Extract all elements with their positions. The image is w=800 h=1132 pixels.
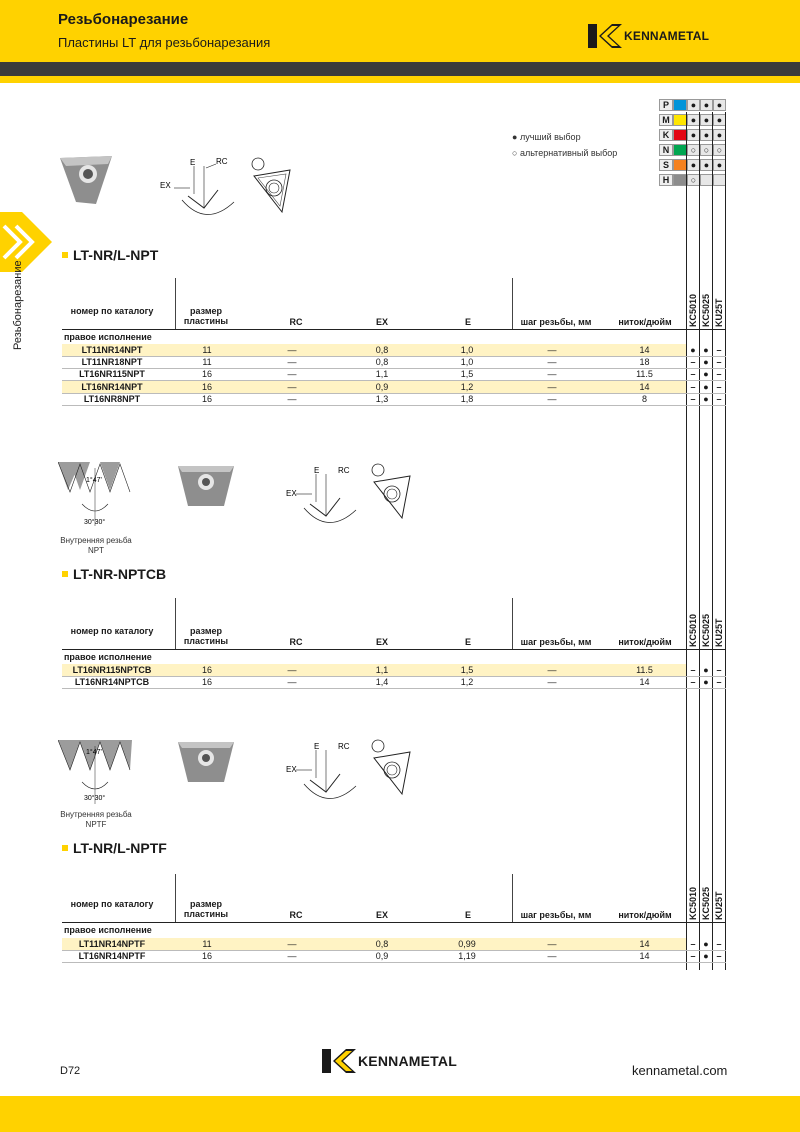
label-angle: 30°30° — [84, 795, 106, 802]
cell-size: 11 — [202, 939, 212, 949]
column-header-pitch: шаг резьбы, мм — [520, 637, 592, 647]
grade-mark: – — [690, 357, 696, 368]
cell-ex: 1,4 — [375, 677, 389, 688]
drawing-caption: Внутренняя резьба NPTF — [60, 810, 132, 829]
grade-mark: – — [716, 939, 722, 949]
insert-top-view-drawing — [368, 462, 416, 524]
column-header-size: размер пластины — [183, 626, 229, 646]
column-header-tpi: ниток/дюйм — [618, 317, 672, 327]
cell-pitch: — — [547, 939, 557, 949]
subheader-right-hand: правое исполнение — [64, 925, 152, 935]
table-row — [62, 368, 686, 380]
cell-rc: — — [287, 381, 297, 392]
grade-column-line — [725, 112, 726, 970]
cell-code: LT11NR14NPT — [81, 345, 143, 355]
cell-e: 1,0 — [460, 357, 474, 368]
table-row — [62, 344, 686, 356]
label-rc: RC — [338, 466, 350, 475]
kennametal-k-icon — [322, 1048, 356, 1074]
column-header-code: номер по каталогу — [70, 626, 154, 636]
label-taper: 1°47' — [86, 749, 102, 756]
grade-suitability-mark: ● — [713, 159, 726, 171]
grade-suitability-mark: ● — [700, 99, 713, 111]
grade-mark: ● — [703, 677, 709, 688]
cell-tpi: 14 — [639, 345, 650, 355]
cell-ex: 0,8 — [375, 939, 389, 949]
subheader-right-hand: правое исполнение — [64, 652, 152, 662]
legend-alt: ○ альтернативный выбор — [512, 148, 618, 158]
table-row — [62, 950, 686, 962]
thread-profile-drawing — [160, 156, 242, 226]
cell-ex: 0,9 — [375, 951, 389, 962]
grade-mark: ● — [690, 345, 696, 355]
grade-mark: – — [690, 677, 696, 688]
material-letter: K — [659, 129, 673, 141]
cell-pitch: — — [547, 369, 557, 380]
footer-logo-text: KENNAMETAL — [358, 1053, 457, 1069]
section-marker-icon — [62, 252, 68, 258]
label-e: E — [314, 466, 320, 475]
grade-suitability-mark: ● — [687, 114, 700, 126]
cell-e: 1,19 — [458, 951, 476, 962]
material-letter: H — [659, 174, 673, 186]
header-rule — [62, 649, 726, 650]
label-ex: EX — [286, 765, 297, 774]
kennametal-k-icon — [588, 24, 622, 48]
cell-tpi: 14 — [639, 677, 650, 688]
cell-e: 0,99 — [458, 939, 476, 949]
cell-rc: — — [287, 939, 297, 949]
cell-size: 11 — [202, 345, 212, 355]
grade-mark: – — [716, 665, 722, 675]
grade-mark: ● — [703, 381, 709, 392]
insert-top-view-drawing — [248, 156, 296, 218]
side-tab-chevron-icon — [0, 212, 54, 272]
grade-chart-row — [659, 174, 727, 186]
grade-column-header: KC5025 — [701, 293, 711, 327]
cell-e: 1,5 — [460, 665, 474, 675]
grade-mark: – — [716, 951, 722, 962]
grade-mark: – — [690, 939, 696, 949]
cell-pitch: — — [547, 345, 557, 355]
grade-suitability-mark: ○ — [700, 144, 713, 156]
cell-size: 16 — [201, 665, 212, 675]
grade-mark: ● — [703, 393, 709, 404]
header-separator-line — [512, 598, 513, 649]
material-color-swatch — [673, 144, 687, 156]
grade-mark: ● — [703, 665, 709, 675]
grade-chart-row — [659, 159, 727, 171]
grade-suitability-mark: ● — [687, 129, 700, 141]
section-title-text: LT-NR/L-NPTF — [73, 840, 167, 856]
grade-column-header: KC5025 — [701, 886, 711, 920]
grade-column-line — [699, 112, 700, 970]
cell-size: 11 — [202, 357, 212, 368]
cell-tpi: 18 — [639, 357, 650, 368]
cell-tpi: 11.5 — [636, 369, 653, 380]
grade-suitability-mark: ○ — [687, 144, 700, 156]
grade-suitability-mark: ● — [713, 99, 726, 111]
grade-suitability-mark: ● — [700, 159, 713, 171]
column-header-tpi: ниток/дюйм — [618, 910, 672, 920]
section-marker-icon — [62, 571, 68, 577]
material-letter: N — [659, 144, 673, 156]
insert-photo-icon — [56, 152, 118, 208]
grade-suitability-mark: ○ — [713, 144, 726, 156]
column-header-ex: EX — [375, 317, 388, 327]
side-tab-label: Резьбонарезание — [12, 260, 24, 350]
grade-mark: ● — [703, 939, 709, 949]
grade-column-header: KC5010 — [688, 886, 698, 920]
grade-chart-row — [659, 114, 727, 126]
cell-ex: 0,8 — [375, 345, 389, 355]
footer-kennametal-logo — [322, 1048, 457, 1074]
grade-mark: – — [690, 951, 696, 962]
material-color-swatch — [673, 129, 687, 141]
material-color-swatch — [673, 114, 687, 126]
page-number: D72 — [60, 1065, 81, 1077]
grade-mark: – — [690, 369, 696, 380]
header-yellow-band — [0, 76, 800, 83]
material-color-swatch — [673, 99, 687, 111]
column-header-e: E — [464, 910, 471, 920]
material-letter: P — [659, 99, 673, 111]
insert-top-view-drawing — [368, 738, 416, 800]
label-rc: RC — [216, 157, 228, 166]
column-header-code: номер по каталогу — [70, 306, 154, 316]
grade-chart-row — [659, 144, 727, 156]
column-header-rc: RC — [289, 637, 303, 647]
page-subtitle: Пластины LT для резьбонарезания — [58, 35, 271, 50]
cell-code: LT16NR14NPT — [81, 381, 143, 392]
material-color-swatch — [673, 174, 687, 186]
cell-rc: — — [287, 393, 297, 404]
cell-ex: 1,3 — [375, 393, 389, 404]
grade-column-line — [686, 112, 687, 970]
section-title-text: LT-NR/L-NPT — [73, 247, 159, 263]
grade-mark: ● — [703, 345, 709, 355]
table-row — [62, 938, 686, 950]
grade-column-header: KC5010 — [688, 293, 698, 327]
grade-mark: – — [690, 381, 696, 392]
cell-size: 16 — [201, 381, 212, 392]
grade-mark: – — [716, 381, 722, 392]
thread-angle-drawing — [58, 740, 132, 810]
header-separator-line — [512, 278, 513, 329]
column-header-tpi: ниток/дюйм — [618, 637, 672, 647]
cell-ex: 1,1 — [375, 369, 389, 380]
grade-mark: ● — [703, 951, 709, 962]
table-row — [62, 664, 686, 676]
cell-size: 16 — [201, 951, 212, 962]
grade-suitability-mark: ● — [687, 99, 700, 111]
grade-column-header: KU25T — [714, 891, 724, 920]
column-header-ex: EX — [375, 910, 388, 920]
grade-mark: – — [690, 393, 696, 404]
grade-column-header: KU25T — [714, 298, 724, 327]
thread-profile-drawing — [282, 464, 364, 534]
table-row — [62, 676, 686, 688]
cell-size: 16 — [201, 677, 212, 688]
grade-suitability-mark: ● — [713, 129, 726, 141]
cell-size: 16 — [201, 369, 212, 380]
grade-mark: – — [716, 393, 722, 404]
column-header-e: E — [464, 637, 471, 647]
legend-best: ● лучший выбор — [512, 132, 581, 142]
cell-pitch: — — [547, 677, 557, 688]
header-rule — [62, 329, 726, 330]
grade-mark: – — [716, 677, 722, 688]
kennametal-logo — [588, 24, 709, 48]
column-header-e: E — [464, 317, 471, 327]
grade-column-header: KC5025 — [701, 613, 711, 647]
cell-code: LT16NR115NPTCB — [72, 665, 152, 675]
label-e: E — [190, 158, 196, 167]
section-title-text: LT-NR-NPTCB — [73, 566, 167, 582]
header-bar — [0, 0, 800, 62]
subheader-right-hand: правое исполнение — [64, 332, 152, 342]
grade-mark: – — [716, 369, 722, 380]
header-rule — [62, 922, 726, 923]
section-marker-icon — [62, 845, 68, 851]
section-title — [62, 840, 167, 856]
column-header-size: размер пластины — [183, 899, 229, 919]
grade-chart-row — [659, 129, 727, 141]
label-taper: 1°47' — [86, 477, 102, 484]
cell-tpi: 8 — [641, 393, 647, 404]
grade-mark: – — [690, 665, 696, 675]
grade-mark: – — [716, 345, 722, 355]
cell-rc: — — [287, 369, 297, 380]
label-ex: EX — [160, 181, 171, 190]
cell-ex: 0,9 — [375, 381, 389, 392]
thread-angle-drawing — [58, 462, 132, 532]
cell-rc: — — [287, 357, 297, 368]
material-letter: S — [659, 159, 673, 171]
label-e: E — [314, 742, 320, 751]
grade-suitability-mark: ● — [687, 159, 700, 171]
cell-rc: — — [287, 951, 297, 962]
grade-column-header: KU25T — [714, 618, 724, 647]
cell-code: LT16NR115NPT — [79, 369, 145, 380]
material-color-swatch — [673, 159, 687, 171]
cell-rc: — — [287, 665, 297, 675]
row-rule — [62, 962, 726, 963]
drawing-caption: Внутренняя резьба NPT — [60, 536, 132, 555]
logo-text: KENNAMETAL — [624, 29, 710, 43]
grade-mark: – — [716, 357, 722, 368]
insert-photo-icon — [176, 738, 238, 786]
grade-suitability-mark: ○ — [687, 174, 700, 186]
cell-code: LT11NR18NPT — [81, 357, 143, 368]
cell-pitch: — — [547, 357, 557, 368]
cell-pitch: — — [547, 951, 557, 962]
label-rc: RC — [338, 742, 350, 751]
cell-tpi: 14 — [639, 939, 650, 949]
material-letter: M — [659, 114, 673, 126]
cell-code: LT11NR14NPTF — [78, 939, 146, 949]
grade-chart-row — [659, 99, 727, 111]
cell-e: 1,2 — [460, 381, 474, 392]
cell-pitch: — — [547, 393, 557, 404]
header-dark-band — [0, 62, 800, 76]
cell-code: LT16NR8NPT — [83, 393, 141, 404]
section-title — [62, 566, 166, 582]
thread-profile-drawing — [282, 740, 364, 810]
column-header-pitch: шаг резьбы, мм — [520, 317, 592, 327]
cell-code: LT16NR14NPTCB — [74, 677, 150, 688]
cell-tpi: 11.5 — [636, 665, 653, 675]
cell-pitch: — — [547, 381, 557, 392]
label-angle: 30°30° — [84, 519, 106, 526]
table-row — [62, 393, 686, 405]
cell-ex: 0,8 — [375, 357, 389, 368]
cell-e: 1,8 — [460, 393, 474, 404]
column-header-pitch: шаг резьбы, мм — [520, 910, 592, 920]
cell-ex: 1,1 — [375, 665, 389, 675]
section-title — [62, 247, 158, 263]
row-rule — [62, 405, 726, 406]
column-header-size: размер пластины — [183, 306, 229, 326]
grade-suitability-mark: ● — [700, 114, 713, 126]
column-header-ex: EX — [375, 637, 388, 647]
grade-suitability-mark: ● — [700, 129, 713, 141]
table-row — [62, 356, 686, 368]
row-rule — [62, 688, 726, 689]
cell-size: 16 — [201, 393, 212, 404]
cell-code: LT16NR14NPTF — [78, 951, 146, 962]
grade-column-line — [712, 112, 713, 970]
website-link[interactable]: kennametal.com — [632, 1063, 728, 1078]
cell-e: 1,2 — [460, 677, 474, 688]
page-title: Резьбонарезание — [58, 11, 189, 28]
cell-tpi: 14 — [639, 951, 650, 962]
column-header-code: номер по каталогу — [70, 899, 154, 909]
footer-band — [0, 1096, 800, 1132]
label-ex: EX — [286, 489, 297, 498]
column-header-rc: RC — [289, 910, 303, 920]
table-row — [62, 381, 686, 393]
cell-pitch: — — [547, 665, 557, 675]
column-header-rc: RC — [289, 317, 303, 327]
grade-column-header: KC5010 — [688, 613, 698, 647]
cell-rc: — — [287, 677, 297, 688]
grade-mark: ● — [703, 369, 709, 380]
cell-rc: — — [287, 345, 297, 355]
insert-photo-icon — [176, 462, 238, 510]
cell-e: 1,5 — [460, 369, 474, 380]
header-separator-line — [512, 874, 513, 922]
grade-suitability-mark: ● — [713, 114, 726, 126]
grade-mark: ● — [703, 357, 709, 368]
cell-e: 1,0 — [460, 345, 474, 355]
cell-tpi: 14 — [639, 381, 650, 392]
